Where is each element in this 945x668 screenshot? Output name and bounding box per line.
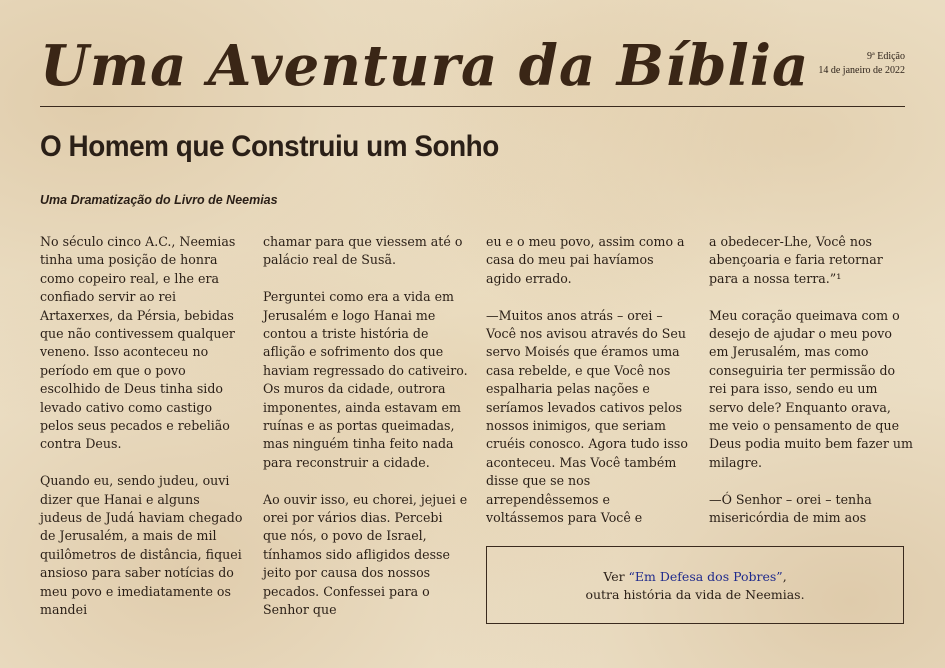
article-column-3 <box>486 233 691 546</box>
related-story-box <box>486 546 904 624</box>
paragraph: —Ó Senhor – orei – tenha misericórdia de mim aos <box>709 491 872 526</box>
article-subtitle: Uma Dramatização do Livro de Neemias <box>40 193 278 207</box>
related-story-link[interactable]: “Em Defesa dos Pobres” <box>628 569 783 584</box>
paragraph: Ao ouvir isso, eu chorei, jejuei e orei por vários dias. Percebi que nós, o povo de Israel, tínhamos sido afligidos desse jeito por causa dos nossos pecados. Confessei para o Senhor que <box>263 491 468 618</box>
related-story-line-2: outra história da vida de Neemias. <box>585 587 805 602</box>
related-story-suffix: , <box>782 569 787 584</box>
paragraph: Meu coração queimava com o desejo de ajudar o meu povo em Jerusalém, mas como conseguiria ter permissão do rei para isso, sendo eu um servo dele? Enquanto orava, me veio o pensamento de que Deus podia muito bem fazer um milagre. <box>709 307 913 470</box>
masthead-title: Uma Aventura da Bíblia <box>40 33 810 99</box>
masthead-divider <box>40 106 905 107</box>
edition-date: 14 de janeiro de 2022 <box>818 65 905 76</box>
article-column-1 <box>40 233 245 638</box>
related-story-prefix: Ver <box>603 569 629 584</box>
paragraph: No século cinco A.C., Neemias tinha uma posição de honra como copeiro real, e lhe era confiado servir ao rei Artaxerxes, da Pérsia, bebidas que não contivessem qualquer veneno. Isso aconteceu no período em que o povo escolhido de Deus tinha sido levado cativo como castigo pelos seus pecados e rebelião contra Deus. <box>40 234 236 452</box>
article-headline: O Homem que Construiu um Sonho <box>40 130 499 163</box>
related-story-line-1 <box>487 568 903 586</box>
paragraph: a obedecer-Lhe, Você nos abençoaria e faria retornar para a nossa terra.”¹ <box>709 234 883 286</box>
edition-number: 9ª Edição <box>866 51 905 62</box>
edition-info <box>818 50 905 78</box>
article-column-4 <box>709 233 914 546</box>
paragraph: Perguntei como era a vida em Jerusalém e logo Hanai me contou a triste história de aflição e sofrimento dos que haviam regressado do cativeiro. Os muros da cidade, outrora imponentes, ainda estavam em ruínas e as portas queimadas, mas ninguém tinha feito nada para reconstruir a cidade. <box>263 289 468 470</box>
paragraph: eu e o meu povo, assim como a casa do meu pai havíamos agido errado. <box>486 234 685 286</box>
paragraph: —Muitos anos atrás – orei – Você nos avisou através do Seu servo Moisés que éramos uma casa rebelde, e que Você nos espalharia pelas nações e seríamos levados cativos pelos nossos inimigos, que seriam cruéis conosco. Agora tudo isso aconteceu. Mas Você também disse que se nos arrependêssemos e voltássemos para Você e <box>486 307 688 526</box>
paragraph: chamar para que viessem até o palácio real de Susã. <box>263 234 463 268</box>
article-column-2 <box>263 233 468 638</box>
paragraph: Quando eu, sendo judeu, ouvi dizer que Hanai e alguns judeus de Judá haviam chegado de Jerusalém, a mais de mil quilômetros de distância, fiquei ansioso para saber notícias do meu povo e imediatamente os mandei <box>40 473 243 618</box>
